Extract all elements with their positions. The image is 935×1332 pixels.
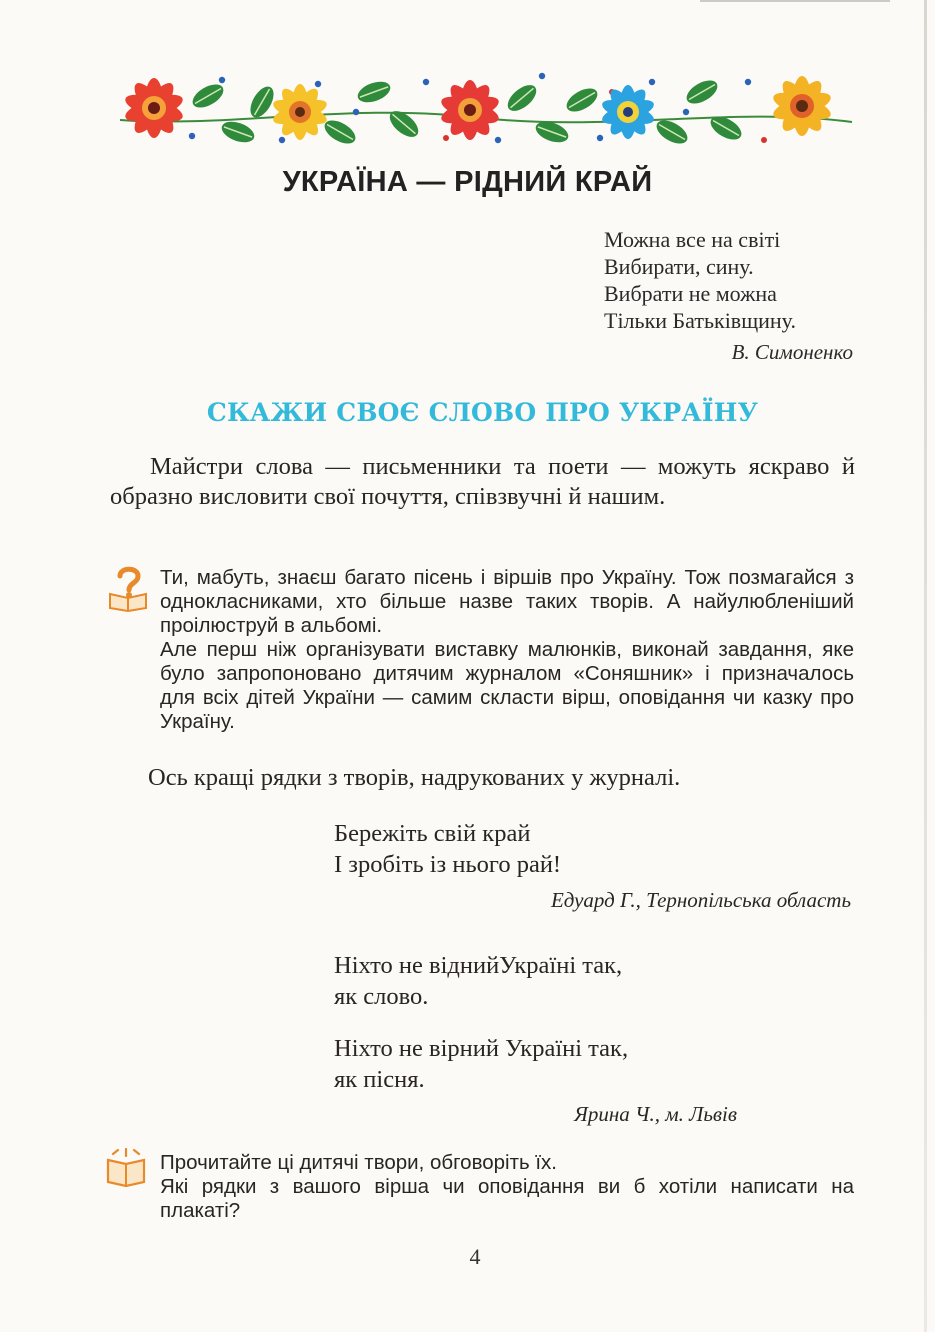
epigraph-line: Тільки Батьківщину. [604,308,796,333]
epigraph-author: В. Симоненко [731,340,853,364]
floral-ornament [112,62,857,154]
poem [334,950,622,1012]
poem-line: Ніхто не віднийУкраїні так, [334,952,623,979]
intro-paragraph: Майстри слова — письменники та поети — можуть яскраво й образно висловити свої почуття, співзвучні й нашим. [110,453,855,510]
epigraph [604,226,796,334]
poem-line: Ніхто не вірний Україні так, [334,1035,629,1062]
lead-sentence: Ось кращі рядки з творів, надрукованих у журналі. [148,764,681,791]
open-book-icon [104,1146,148,1190]
page-title: УКРАЇНА — РІДНИЙ КРАЙ [282,166,653,198]
poem-line: Бережіть свій край [334,820,531,847]
page-number: 4 [469,1244,481,1269]
epigraph-line: Вибирати, сину. [604,254,754,279]
question-book-icon [106,564,150,612]
epigraph-line: Можна все на світі [604,227,781,252]
task-paragraph: Ти, мабуть, знаєш багато пісень і віршів про Україну. Тож позмагайся з однокласниками, хто більше назве таких творів. А найулюбленіший проілюструй в альбомі. [160,566,854,637]
task-paragraph: Але перш ніж організувати виставку малюнків, виконай завдання, яке було запропоновано дитячим журналом «Соняшник» і призначалось для всіх дітей України — самим скласти вірш, оповідання чи казку про Україну. [160,638,854,733]
blue-flower-icon [600,85,657,139]
poem-line: як слово. [334,983,429,1010]
poem-line: як пісня. [334,1066,425,1093]
poem-author: Ярина Ч., м. Львів [574,1102,737,1126]
red-flower-icon [438,80,501,140]
section-subtitle: СКАЖИ СВОЄ СЛОВО ПРО УКРАЇНУ [206,398,759,427]
task-paragraph: Прочитайте ці дитячі твори, обговоріть їх. [160,1151,557,1174]
epigraph-line: Вибрати не можна [604,281,777,306]
red-flower-icon [122,78,185,138]
yellow-flower-icon [770,76,833,136]
task-block [160,566,854,734]
page-edge [924,0,927,1332]
poem [334,1033,628,1095]
poem-line: І зробіть із нього рай! [334,851,562,878]
top-rule [700,0,890,2]
poem [334,818,561,880]
task-block [160,1151,854,1223]
yellow-flower-icon [271,84,330,140]
task-paragraph: Які рядки з вашого вірша чи оповідання ви б хотіли написати на плакаті? [160,1175,854,1222]
poem-author: Едуард Г., Тернопільська область [550,888,851,912]
